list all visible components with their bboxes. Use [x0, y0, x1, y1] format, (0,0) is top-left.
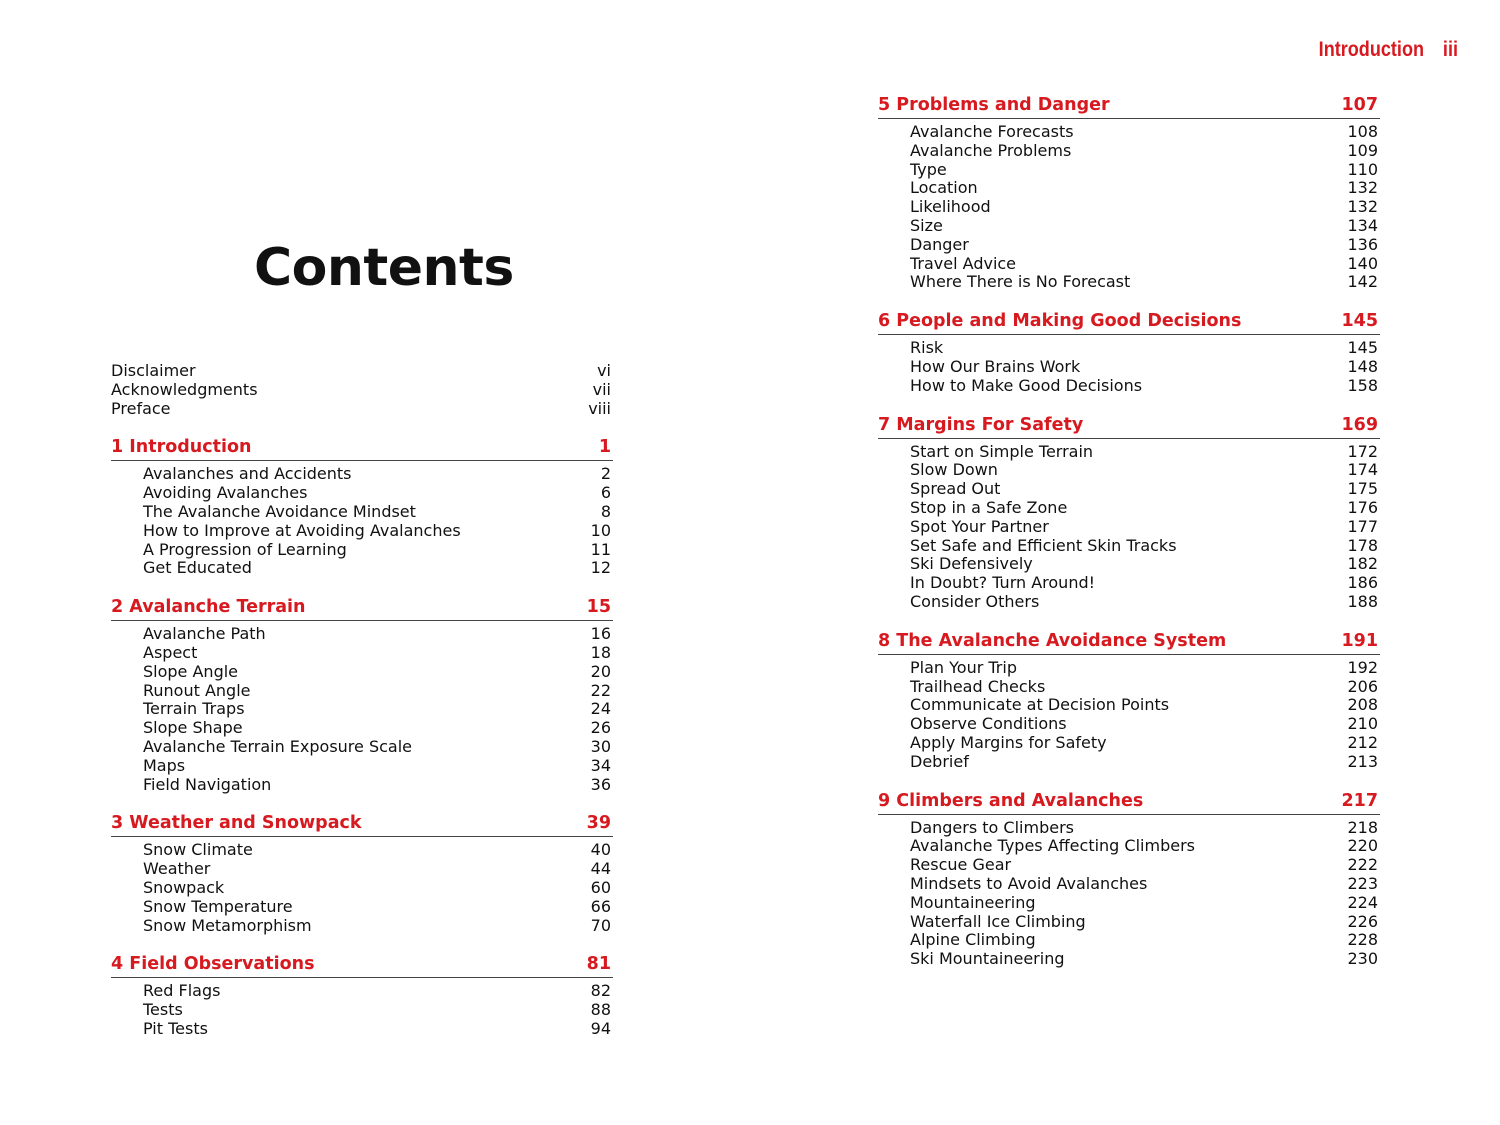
entry-page-number: 70	[590, 915, 611, 935]
entry-page-number: vii	[592, 379, 611, 399]
entry-page-number: 142	[1347, 272, 1378, 292]
toc-entry[interactable]	[878, 753, 1380, 772]
entry-page-number: 30	[590, 736, 611, 756]
entry-label: Acknowledgments	[111, 379, 258, 399]
toc-entry[interactable]	[878, 715, 1380, 734]
toc-entry[interactable]	[111, 776, 613, 795]
toc-entry[interactable]	[111, 860, 613, 879]
toc-entry[interactable]	[111, 541, 613, 560]
chapter-heading[interactable]	[111, 953, 613, 978]
toc-entry[interactable]	[111, 700, 613, 719]
toc-entry[interactable]	[111, 1001, 613, 1020]
entry-label: Start on Simple Terrain	[910, 441, 1094, 461]
toc-entry[interactable]	[878, 123, 1380, 142]
chapter-section	[878, 630, 1380, 772]
toc-entry[interactable]	[878, 913, 1380, 932]
entry-label: Debrief	[910, 751, 969, 771]
entry-page-number: 169	[1341, 414, 1378, 435]
entry-label: Size	[910, 215, 943, 235]
chapter-section	[111, 596, 613, 794]
entry-page-number: 1	[598, 437, 611, 458]
toc-entry[interactable]	[878, 255, 1380, 274]
entry-page-number: 107	[1341, 95, 1378, 115]
toc-entry[interactable]	[111, 644, 613, 663]
chapter-heading[interactable]	[111, 596, 613, 621]
entry-label: 9 Climbers and Avalanches	[878, 790, 1144, 811]
toc-entry[interactable]	[111, 1020, 613, 1039]
toc-entry[interactable]	[111, 484, 613, 503]
entry-label: Maps	[143, 755, 186, 775]
toc-entry[interactable]	[878, 142, 1380, 161]
entry-page-number: 192	[1347, 657, 1378, 677]
entry-page-number: 175	[1347, 479, 1378, 499]
toc-entry[interactable]	[878, 217, 1380, 236]
toc-entry[interactable]	[878, 161, 1380, 180]
entry-label: 8 The Avalanche Avoidance System	[878, 630, 1227, 651]
entry-page-number: 223	[1347, 873, 1378, 893]
entry-label: Tests	[143, 1000, 183, 1020]
chapter-heading[interactable]	[878, 414, 1380, 439]
entry-label: Plan Your Trip	[910, 657, 1017, 677]
entry-label: Avalanche Path	[143, 624, 266, 644]
entry-page-number: 108	[1347, 122, 1378, 141]
toc-entry[interactable]	[878, 537, 1380, 556]
entry-label: 4 Field Observations	[111, 954, 315, 975]
entry-page-number: 10	[590, 520, 611, 540]
entry-label: Stop in a Safe Zone	[910, 497, 1068, 517]
entry-page-number: 44	[590, 859, 611, 879]
entry-page-number: 132	[1347, 178, 1378, 198]
entry-page-number: 158	[1347, 375, 1378, 395]
toc-entry[interactable]	[111, 879, 613, 898]
chapter-list-left	[111, 436, 613, 1038]
toc-entry[interactable]	[878, 875, 1380, 894]
entry-label: Communicate at Decision Points	[910, 695, 1170, 715]
toc-entry[interactable]	[878, 819, 1380, 838]
entry-page-number: 148	[1347, 356, 1378, 376]
entry-page-number: 24	[590, 699, 611, 719]
entry-label: Trailhead Checks	[910, 676, 1046, 696]
entry-label: Apply Margins for Safety	[910, 732, 1107, 752]
toc-entry[interactable]	[878, 894, 1380, 913]
entry-page-number: 222	[1347, 855, 1378, 875]
chapter-heading[interactable]	[111, 812, 613, 837]
toc-entry[interactable]	[878, 555, 1380, 574]
entry-label: Danger	[910, 234, 969, 254]
entry-page-number: 12	[590, 558, 611, 578]
entry-label: 3 Weather and Snowpack	[111, 813, 362, 834]
toc-column-right	[878, 94, 1380, 987]
entry-label: Disclaimer	[111, 361, 196, 380]
entry-page-number: 22	[590, 680, 611, 700]
entry-label: Avalanches and Accidents	[143, 464, 352, 484]
entry-label: Spot Your Partner	[910, 516, 1049, 536]
entry-label: Red Flags	[143, 981, 221, 1001]
entry-label: Weather	[143, 859, 211, 879]
chapter-heading[interactable]	[878, 790, 1380, 815]
entry-label: Where There is No Forecast	[910, 272, 1131, 292]
entry-label: 2 Avalanche Terrain	[111, 597, 306, 618]
entry-page-number: 230	[1347, 949, 1378, 969]
front-matter-entry[interactable]	[111, 400, 613, 419]
entry-page-number: 208	[1347, 695, 1378, 715]
toc-entry[interactable]	[111, 738, 613, 757]
toc-entry[interactable]	[878, 461, 1380, 480]
toc-entry[interactable]	[878, 678, 1380, 697]
toc-entry[interactable]	[878, 696, 1380, 715]
entry-page-number: 212	[1347, 732, 1378, 752]
toc-entry[interactable]	[111, 898, 613, 917]
toc-entry[interactable]	[878, 856, 1380, 875]
entry-page-number: 82	[590, 981, 611, 1001]
entry-page-number: 224	[1347, 892, 1378, 912]
entry-page-number: 60	[590, 877, 611, 897]
entry-label: Avalanche Problems	[910, 140, 1072, 160]
entry-page-number: 188	[1347, 591, 1378, 611]
entry-label: How to Improve at Avoiding Avalanches	[143, 520, 461, 540]
toc-entry[interactable]	[878, 518, 1380, 537]
toc-entry[interactable]	[878, 198, 1380, 217]
chapter-heading[interactable]	[878, 310, 1380, 335]
entry-label: Mountaineering	[910, 892, 1036, 912]
entry-label: Observe Conditions	[910, 714, 1067, 734]
entry-label: Mindsets to Avoid Avalanches	[910, 873, 1148, 893]
chapter-heading[interactable]	[111, 436, 613, 461]
toc-entry[interactable]	[878, 931, 1380, 950]
chapter-section	[878, 94, 1380, 292]
running-head	[1319, 38, 1458, 62]
toc-entry[interactable]	[111, 465, 613, 484]
entry-label: Alpine Climbing	[910, 930, 1036, 950]
chapter-section	[111, 953, 613, 1038]
toc-entry[interactable]	[111, 663, 613, 682]
entry-label: Likelihood	[910, 197, 991, 217]
entry-page-number: 210	[1347, 714, 1378, 734]
entry-label: 1 Introduction	[111, 437, 252, 458]
entry-label: Slope Shape	[143, 718, 243, 738]
toc-entry[interactable]	[878, 574, 1380, 593]
entry-page-number: 94	[590, 1018, 611, 1038]
entry-label: Snow Climate	[143, 840, 253, 860]
toc-entry[interactable]	[878, 480, 1380, 499]
toc-column-left	[111, 362, 613, 1057]
entry-page-number: 16	[590, 624, 611, 644]
page-folio: iii	[1442, 38, 1458, 61]
page-title: Contents	[254, 238, 514, 298]
entry-label: Avalanche Forecasts	[910, 122, 1074, 141]
entry-page-number: 218	[1347, 817, 1378, 837]
chapter-section	[878, 414, 1380, 612]
entry-label: Location	[910, 178, 978, 198]
chapter-heading[interactable]	[878, 94, 1380, 119]
entry-page-number: 213	[1347, 751, 1378, 771]
entry-label: Snow Metamorphism	[143, 915, 312, 935]
entry-label: Avalanche Types Affecting Climbers	[910, 836, 1195, 856]
entry-page-number: 109	[1347, 140, 1378, 160]
entry-label: Aspect	[143, 642, 198, 662]
entry-page-number: 26	[590, 718, 611, 738]
entry-page-number: 178	[1347, 535, 1378, 555]
toc-entry[interactable]	[878, 837, 1380, 856]
front-matter-entry[interactable]	[111, 362, 613, 381]
toc-entry[interactable]	[878, 179, 1380, 198]
entry-label: Dangers to Climbers	[910, 817, 1074, 837]
entry-label: How Our Brains Work	[910, 356, 1081, 376]
chapter-section	[111, 812, 613, 935]
entry-page-number: 20	[590, 661, 611, 681]
entry-page-number: 177	[1347, 516, 1378, 536]
entry-page-number: 8	[600, 501, 611, 521]
entry-page-number: 81	[586, 954, 611, 975]
toc-entry[interactable]	[878, 499, 1380, 518]
toc-entry[interactable]	[878, 339, 1380, 358]
entry-page-number: 136	[1347, 234, 1378, 254]
toc-entry[interactable]	[111, 625, 613, 644]
entry-label: Avoiding Avalanches	[143, 483, 308, 503]
toc-entry[interactable]	[111, 559, 613, 578]
entry-label: Preface	[111, 398, 171, 418]
toc-entry[interactable]	[878, 273, 1380, 292]
entry-page-number: 6	[600, 483, 611, 503]
entry-label: Waterfall Ice Climbing	[910, 911, 1086, 931]
entry-page-number: 145	[1347, 338, 1378, 358]
running-head-section: Introduction	[1318, 38, 1425, 61]
toc-entry[interactable]	[111, 682, 613, 701]
entry-page-number: 15	[586, 597, 611, 618]
toc-entry[interactable]	[111, 982, 613, 1001]
chapter-list-right	[878, 94, 1380, 969]
chapter-section	[111, 436, 613, 578]
entry-label: Slope Angle	[143, 661, 239, 681]
entry-page-number: 206	[1347, 676, 1378, 696]
entry-page-number: 88	[590, 1000, 611, 1020]
entry-label: Slow Down	[910, 460, 998, 480]
entry-page-number: 134	[1347, 215, 1378, 235]
entry-label: 5 Problems and Danger	[878, 95, 1110, 115]
entry-page-number: 140	[1347, 253, 1378, 273]
entry-page-number: 36	[590, 774, 611, 794]
entry-label: Set Safe and Efficient Skin Tracks	[910, 535, 1177, 555]
entry-label: 7 Margins For Safety	[878, 414, 1084, 435]
front-matter-entry[interactable]	[111, 381, 613, 400]
entry-label: Travel Advice	[910, 253, 1017, 273]
entry-page-number: 220	[1347, 836, 1378, 856]
entry-page-number: 191	[1341, 630, 1378, 651]
entry-page-number: 226	[1347, 911, 1378, 931]
entry-label: Runout Angle	[143, 680, 251, 700]
entry-page-number: 40	[590, 840, 611, 860]
toc-entry[interactable]	[111, 719, 613, 738]
chapter-heading[interactable]	[878, 630, 1380, 655]
toc-entry[interactable]	[878, 659, 1380, 678]
chapter-section	[878, 310, 1380, 395]
toc-entry[interactable]	[111, 841, 613, 860]
entry-page-number: 2	[600, 464, 611, 484]
toc-entry[interactable]	[111, 917, 613, 936]
entry-label: Type	[910, 159, 947, 179]
entry-page-number: 174	[1347, 460, 1378, 480]
toc-entry[interactable]	[878, 377, 1380, 396]
toc-entry[interactable]	[111, 503, 613, 522]
entry-label: Get Educated	[143, 558, 252, 578]
entry-page-number: vi	[597, 361, 611, 380]
entry-label: Avalanche Terrain Exposure Scale	[143, 736, 412, 756]
entry-page-number: viii	[588, 398, 611, 418]
entry-label: Pit Tests	[143, 1018, 208, 1038]
entry-page-number: 34	[590, 755, 611, 775]
entry-label: Snowpack	[143, 877, 225, 897]
toc-entry[interactable]	[878, 593, 1380, 612]
entry-label: Field Navigation	[143, 774, 272, 794]
entry-page-number: 182	[1347, 554, 1378, 574]
entry-page-number: 66	[590, 896, 611, 916]
entry-label: A Progression of Learning	[143, 539, 347, 559]
entry-page-number: 18	[590, 642, 611, 662]
entry-label: Ski Mountaineering	[910, 949, 1065, 969]
entry-label: The Avalanche Avoidance Mindset	[143, 501, 416, 521]
entry-page-number: 217	[1341, 790, 1378, 811]
toc-entry[interactable]	[111, 757, 613, 776]
entry-label: Spread Out	[910, 479, 1001, 499]
entry-page-number: 172	[1347, 441, 1378, 461]
toc-entry[interactable]	[878, 950, 1380, 969]
chapter-section	[878, 790, 1380, 969]
toc-entry[interactable]	[878, 236, 1380, 255]
entry-label: How to Make Good Decisions	[910, 375, 1143, 395]
entry-label: Ski Defensively	[910, 554, 1033, 574]
entry-label: Rescue Gear	[910, 855, 1012, 875]
front-matter-list	[111, 362, 613, 418]
entry-label: Risk	[910, 338, 944, 358]
entry-page-number: 132	[1347, 197, 1378, 217]
entry-label: Terrain Traps	[143, 699, 245, 719]
entry-label: In Doubt? Turn Around!	[910, 573, 1096, 593]
entry-page-number: 145	[1341, 311, 1378, 332]
entry-page-number: 11	[590, 539, 611, 559]
toc-entry[interactable]	[878, 443, 1380, 462]
toc-entry[interactable]	[111, 522, 613, 541]
entry-page-number: 176	[1347, 497, 1378, 517]
entry-page-number: 186	[1347, 573, 1378, 593]
toc-entry[interactable]	[878, 358, 1380, 377]
entry-page-number: 110	[1347, 159, 1378, 179]
entry-label: Consider Others	[910, 591, 1040, 611]
toc-entry[interactable]	[878, 734, 1380, 753]
entry-page-number: 228	[1347, 930, 1378, 950]
entry-label: Snow Temperature	[143, 896, 293, 916]
entry-page-number: 39	[586, 813, 611, 834]
entry-label: 6 People and Making Good Decisions	[878, 311, 1242, 332]
